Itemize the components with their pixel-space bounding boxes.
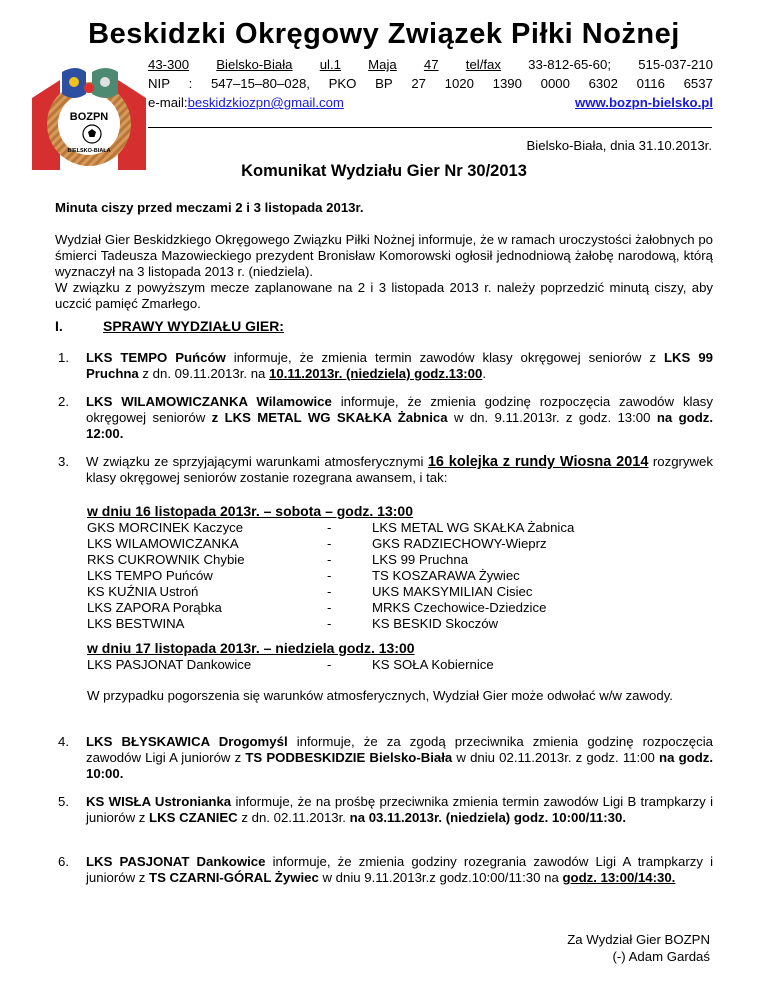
text-run: TS PODBESKIDZIE Bielsko-Biała bbox=[245, 750, 453, 765]
text-run: 16 kolejka z rundy Wiosna 2014 bbox=[427, 454, 649, 470]
header-bank-line bbox=[148, 74, 713, 93]
item-body bbox=[86, 854, 713, 886]
match-dash: - bbox=[327, 520, 332, 535]
organization-title: Beskidzki Okręgowy Związek Piłki Nożnej bbox=[88, 18, 680, 50]
header-word: 6302 bbox=[588, 76, 618, 91]
website-link[interactable]: www.bozpn-bielsko.pl bbox=[575, 95, 713, 110]
day1-heading: w dniu 16 listopada 2013r. – sobota – godz. 13:00 bbox=[87, 503, 413, 519]
match-row bbox=[87, 536, 647, 552]
match-dash: - bbox=[327, 568, 332, 583]
email-label: e-mail: bbox=[148, 95, 188, 110]
text-run: LKS WILAMOWICZANKA Wilamowice bbox=[86, 394, 332, 409]
header-word: 515-037-210 bbox=[638, 57, 713, 72]
text-run: informuje, że za zgodą przeciwnika zmienia godzinę rozpoczęcia zawodów Ligi A juniorów z bbox=[86, 734, 713, 765]
intro-p2: W związku z powyższym mecze zaplanowane na 2 i 3 listopada 2013 r. należy poprzedzić minutą ciszy, aby uczcić pamięć Zmarłego. bbox=[55, 280, 713, 311]
text-run: z dn. 02.11.2013r. bbox=[237, 810, 350, 825]
match-dash: - bbox=[327, 552, 332, 567]
text-run: TS CZARNI-GÓRAL Żywiec bbox=[149, 870, 319, 885]
intro-p1: Wydział Gier Beskidzkiego Okręgowego Związku Piłki Nożnej informuje, że w ramach uroczystości żałobnych po śmierci Tadeusza Mazowieckiego prezydent Bronisław Komorowski ogłosił jednodniową żałobę narodową, którą wyznaczył na 3 listopada 2013 r. (niedziela). bbox=[55, 232, 713, 279]
header-word: NIP bbox=[148, 76, 170, 91]
match-away: TS KOSZARAWA Żywiec bbox=[372, 568, 520, 583]
header-word: 1020 bbox=[444, 76, 474, 91]
item-body bbox=[86, 454, 713, 486]
match-row bbox=[87, 584, 647, 600]
match-home: LKS PASJONAT Dankowice bbox=[87, 657, 252, 672]
header-word: tel/fax bbox=[465, 57, 501, 72]
header-word: PKO bbox=[328, 76, 357, 91]
text-run: na godz. 10:00. bbox=[86, 750, 714, 781]
communique-title: Komunikat Wydziału Gier Nr 30/2013 bbox=[241, 162, 527, 180]
header-word: Maja bbox=[368, 57, 397, 72]
match-home: LKS WILAMOWICZANKA bbox=[87, 536, 239, 551]
item-body bbox=[86, 394, 713, 442]
item-body bbox=[86, 350, 713, 382]
match-home: LKS TEMPO Puńców bbox=[87, 568, 213, 583]
text-run: 10.11.2013r. (niedziela) godz.13:00 bbox=[269, 366, 483, 381]
text-run: w dniu 9.11.2013r.z godz.10:00/11:30 na bbox=[318, 870, 563, 885]
header-word: 547–15–80–028, bbox=[210, 76, 310, 91]
match-home: GKS MORCINEK Kaczyce bbox=[87, 520, 244, 535]
match-home: KS KUŹNIA Ustroń bbox=[87, 584, 199, 599]
bozpn-crest-icon bbox=[30, 58, 148, 170]
match-away: UKS MAKSYMILIAN Cisiec bbox=[372, 584, 533, 599]
match-home: LKS ZAPORA Porąbka bbox=[87, 600, 222, 615]
text-run: informuje, że zmienia godzinę rozpoczęcia zawodów klasy okręgowej seniorów bbox=[86, 394, 713, 425]
text-run: rozgrywek klasy okręgowej seniorów zostanie rozegrana awansem, i tak: bbox=[86, 454, 713, 485]
header-word: 47 bbox=[423, 57, 439, 72]
item-number: 4. bbox=[58, 734, 69, 749]
text-run: informuje, że na prośbę przeciwnika zmienia termin zawodów Ligi B trampkarzy i juniorów z bbox=[86, 794, 713, 825]
match-row bbox=[87, 520, 647, 536]
text-run: informuje, że zmienia termin zawodów klasy okręgowej seniorów z bbox=[225, 350, 664, 365]
match-dash: - bbox=[327, 657, 332, 672]
header-word: 43-300 bbox=[148, 57, 190, 72]
signature-line-2: (-) Adam Gardaś bbox=[612, 949, 710, 964]
item-1 bbox=[58, 350, 713, 382]
text-run: na godz. 12:00. bbox=[86, 410, 714, 441]
email-link[interactable]: beskidzkiozpn@gmail.com bbox=[187, 95, 344, 110]
match-home: RKS CUKROWNIK Chybie bbox=[87, 552, 245, 567]
text-run: z LKS METAL WG SKAŁKA Żabnica bbox=[211, 410, 448, 425]
item-body bbox=[86, 794, 713, 826]
signature-line-1: Za Wydział Gier BOZPN bbox=[567, 932, 710, 947]
text-run: na 03.11.2013r. (niedziela) godz. 10:00/11:30. bbox=[349, 810, 626, 825]
match-away: LKS METAL WG SKAŁKA Żabnica bbox=[372, 520, 575, 535]
intro-paragraph bbox=[55, 232, 713, 312]
item-5 bbox=[58, 794, 713, 826]
item-number: 2. bbox=[58, 394, 69, 409]
logo-text-top: BOZPN bbox=[69, 111, 109, 123]
match-row bbox=[87, 657, 647, 673]
text-run: KS WISŁA Ustronianka bbox=[86, 794, 232, 809]
match-away: LKS 99 Pruchna bbox=[372, 552, 469, 567]
match-dash: - bbox=[327, 616, 332, 631]
match-dash: - bbox=[327, 600, 332, 615]
text-run: informuje, że zmienia godziny rozegrania zawodów Ligi A trampkarzy i juniorów z bbox=[86, 854, 714, 885]
match-home: LKS BESTWINA bbox=[87, 616, 185, 631]
header-word: BP bbox=[375, 76, 393, 91]
text-run: z dn. 09.11.2013r. na bbox=[138, 366, 270, 381]
text-run: LKS BŁYSKAWICA Drogomyśl bbox=[86, 734, 288, 749]
header-word: : bbox=[188, 76, 193, 91]
logo-text-bottom: BIELSKO-BIAŁA bbox=[67, 148, 111, 154]
header-address-line bbox=[148, 55, 713, 74]
text-run: LKS TEMPO Puńców bbox=[86, 350, 226, 365]
item-number: 6. bbox=[58, 854, 69, 869]
item-6 bbox=[58, 854, 713, 886]
text-run: LKS 99 Pruchna bbox=[86, 350, 713, 381]
text-run: . bbox=[482, 366, 487, 381]
match-dash: - bbox=[327, 536, 332, 551]
header-word: 0116 bbox=[636, 76, 665, 91]
header-word: 1390 bbox=[492, 76, 522, 91]
match-row bbox=[87, 552, 647, 568]
weather-note: W przypadku pogorszenia się warunków atmosferycznych, Wydział Gier może odwołać w/w zawody. bbox=[87, 688, 673, 703]
header-divider bbox=[148, 127, 712, 128]
header-word: 0000 bbox=[540, 76, 570, 91]
match-away: KS SOŁA Kobiernice bbox=[372, 657, 494, 672]
header-word: 6537 bbox=[683, 76, 713, 91]
section-number: I. bbox=[55, 318, 63, 334]
minute-silence-heading: Minuta ciszy przed meczami 2 i 3 listopada 2013r. bbox=[55, 200, 364, 215]
section-title: SPRAWY WYDZIAŁU GIER: bbox=[103, 318, 284, 334]
match-away: KS BESKID Skoczów bbox=[372, 616, 499, 631]
signature-block bbox=[567, 931, 710, 965]
text-run: w dniu 02.11.2013r. z godz. 11:00 bbox=[452, 750, 660, 765]
match-away: GKS RADZIECHOWY-Wieprz bbox=[372, 536, 547, 551]
header-word: 33-812-65-60; bbox=[528, 57, 612, 72]
text-run: w dn. 9.11.2013r. z godz. 13:00 bbox=[447, 410, 657, 425]
match-away: MRKS Czechowice-Dziedzice bbox=[372, 600, 547, 615]
day2-heading: w dniu 17 listopada 2013r. – niedziela godz. 13:00 bbox=[87, 640, 415, 656]
item-body bbox=[86, 734, 713, 782]
item-number: 3. bbox=[58, 454, 69, 469]
match-dash: - bbox=[327, 584, 332, 599]
match-row bbox=[87, 600, 647, 616]
header-word: Bielsko-Biała bbox=[216, 57, 293, 72]
header-word: ul.1 bbox=[319, 57, 341, 72]
match-row bbox=[87, 616, 647, 632]
text-run: LKS PASJONAT Dankowice bbox=[86, 854, 266, 869]
item-4 bbox=[58, 734, 713, 782]
header-contact-line bbox=[148, 93, 713, 112]
match-row bbox=[87, 568, 647, 584]
header-word: 27 bbox=[411, 76, 426, 91]
text-run: LKS CZANIEC bbox=[149, 810, 238, 825]
item-number: 1. bbox=[58, 350, 69, 365]
text-run: godz. 13:00/14:30. bbox=[562, 870, 676, 885]
text-run: W związku ze sprzyjającymi warunkami atmosferycznymi bbox=[86, 454, 428, 469]
item-2 bbox=[58, 394, 713, 442]
item-number: 5. bbox=[58, 794, 69, 809]
document-date: Bielsko-Biała, dnia 31.10.2013r. bbox=[526, 138, 712, 153]
item-3 bbox=[58, 454, 713, 486]
